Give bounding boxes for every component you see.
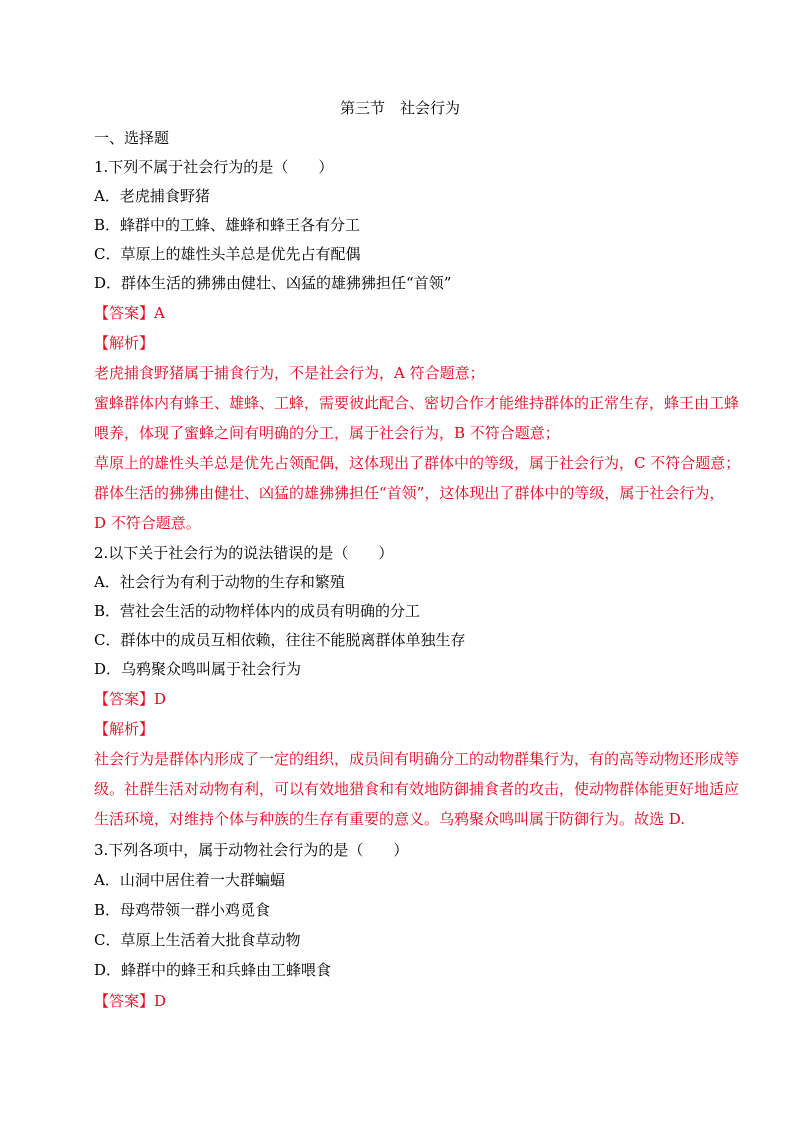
analysis-line: 老虎捕食野猪属于捕食行为，不是社会行为，A 符合题意； — [94, 364, 485, 382]
question-stem: 1.下列不属于社会行为的是（ ） — [94, 158, 334, 176]
answer-label: 【答案】 — [94, 304, 155, 322]
question-stem: 2.以下关于社会行为的说法错误的是（ ） — [94, 544, 394, 562]
option-c: C．群体中的成员互相依赖，往往不能脱离群体单独生存 — [94, 631, 466, 649]
answer-value: D — [154, 690, 167, 708]
analysis-line: 草原上的雄性头羊总是优先占领配偶，这体现出了群体中的等级，属于社会行为，C 不符合题意； — [94, 454, 741, 472]
option-c: C．草原上的雄性头羊总是优先占有配偶 — [94, 245, 361, 263]
answer-label: 【答案】 — [94, 690, 155, 708]
analysis-line: 级。社群生活对动物有利，可以有效地猎食和有效地防御捕食者的攻击，使动物群体能更好地适应 — [94, 780, 740, 798]
section-heading: 一、选择题 — [94, 129, 170, 147]
analysis-label: 【解析】 — [94, 334, 155, 352]
answer-value: D — [154, 992, 167, 1010]
analysis-line: D 不符合题意。 — [94, 514, 201, 532]
option-d: D．乌鸦聚众鸣叫属于社会行为 — [94, 660, 302, 678]
option-a: A．社会行为有利于动物的生存和繁殖 — [94, 573, 345, 591]
answer-line — [94, 303, 706, 323]
analysis-line: 蜜蜂群体内有蜂王、雄蜂、工蜂，需要彼此配合、密切合作才能维持群体的正常生存，蜂王由工蜂 — [94, 394, 740, 412]
option-a: A．山洞中居住着一大群蝙蝠 — [94, 871, 285, 889]
option-d: D．蜂群中的蜂王和兵蜂由工蜂喂食 — [94, 961, 332, 979]
analysis-line: 生活环境，对维持个体与种族的生存有重要的意义。乌鸦聚众鸣叫属于防御行为。故选 D. — [94, 810, 686, 828]
question-stem: 3.下列各项中，属于动物社会行为的是（ ） — [94, 841, 409, 859]
answer-label: 【答案】 — [94, 992, 155, 1010]
option-b: B．营社会生活的动物样体内的成员有明确的分工 — [94, 602, 421, 620]
option-c: C．草原上生活着大批食草动物 — [94, 931, 301, 949]
analysis-label: 【解析】 — [94, 720, 155, 738]
analysis-line: 喂养，体现了蜜蜂之间有明确的分工，属于社会行为，B 不符合题意； — [94, 424, 560, 442]
option-b: B．蜂群中的工蜂、雄蜂和蜂王各有分工 — [94, 216, 361, 234]
answer-line — [94, 689, 706, 709]
analysis-line: 社会行为是群体内形成了一定的组织，成员间有明确分工的动物群集行为，有的高等动物还形成等 — [94, 750, 740, 768]
option-b: B．母鸡带领一群小鸡觅食 — [94, 901, 271, 919]
analysis-line: 群体生活的狒狒由健壮、凶猛的雄狒狒担任“首领”，这体现出了群体中的等级，属于社会行为， — [94, 484, 725, 502]
option-a: A．老虎捕食野猪 — [94, 187, 210, 205]
page-title: 第三节 社会行为 — [339, 99, 460, 117]
answer-line — [94, 991, 706, 1011]
answer-value: A — [154, 304, 165, 322]
option-d: D．群体生活的狒狒由健壮、凶猛的雄狒狒担任“首领” — [94, 274, 452, 292]
